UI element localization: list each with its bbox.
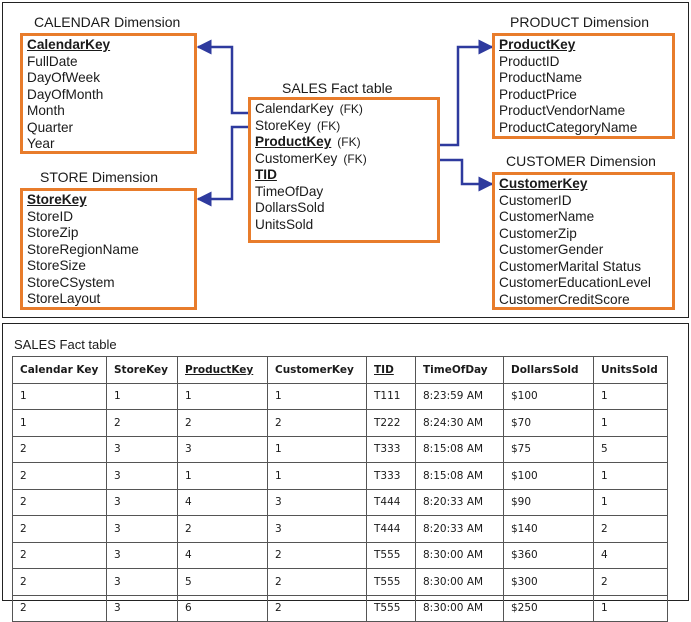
store-key-field: StoreKey (27, 192, 87, 207)
sales-tid-field: TID (255, 167, 277, 182)
table-cell: T444 (367, 489, 416, 516)
sales-fk-field (255, 118, 437, 135)
table-cell: 3 (107, 463, 178, 490)
connector-store (198, 127, 248, 199)
table-header-cell: Calendar Key (13, 357, 107, 384)
field-item: ProductID (499, 53, 560, 69)
field-item: ProductCategoryName (499, 119, 638, 135)
table-cell: 8:20:33 AM (416, 489, 504, 516)
table-cell: 3 (107, 542, 178, 569)
table-cell: 8:15:08 AM (416, 463, 504, 490)
field-item: ProductVendorName (499, 103, 626, 118)
table-cell: 2 (594, 516, 668, 543)
table-cell: 1 (268, 383, 367, 410)
calendar-dimension-box (20, 33, 197, 154)
fk-field-name: StoreKey (255, 117, 311, 133)
customer-dimension-box (492, 172, 675, 310)
sales-fk-field (255, 134, 437, 151)
fk-tag: (FK) (316, 118, 341, 133)
fk-tag: (FK) (339, 102, 363, 116)
field-item: ProductName (499, 70, 583, 85)
field-item: StoreLayout (27, 291, 101, 306)
fk-field-name: ProductKey (255, 134, 332, 149)
field-item: DollarsSold (255, 200, 325, 215)
field-item: FullDate (27, 53, 78, 69)
table-cell: 8:20:33 AM (416, 516, 504, 543)
table-cell: T555 (367, 595, 416, 622)
store-dimension-title: STORE Dimension (40, 169, 159, 185)
table-cell: 2 (178, 516, 268, 543)
table-cell: T333 (367, 436, 416, 463)
table-cell: $100 (504, 463, 594, 490)
table-header-cell: CustomerKey (268, 357, 367, 384)
product-dimension-title: PRODUCT Dimension (510, 14, 649, 30)
customer-key-field: CustomerKey (499, 176, 588, 191)
table-cell: 2 (13, 595, 107, 622)
table-cell: 2 (13, 569, 107, 596)
table-row (13, 595, 668, 622)
customer-dimension-title: CUSTOMER Dimension (506, 153, 656, 169)
sales-fact-box (248, 97, 440, 243)
field-item: CustomerName (499, 209, 595, 224)
table-cell: T444 (367, 516, 416, 543)
field-item: CustomerZip (499, 225, 577, 241)
fk-field-name: CustomerKey (255, 150, 338, 166)
sales-fact-table (12, 356, 668, 622)
table-cell: 8:15:08 AM (416, 436, 504, 463)
table-cell: 3 (178, 436, 268, 463)
table-cell: 2 (268, 595, 367, 622)
table-row (13, 410, 668, 437)
table-cell: T222 (367, 410, 416, 437)
table-cell: 2 (268, 410, 367, 437)
table-cell: 8:24:30 AM (416, 410, 504, 437)
fk-field-name: CalendarKey (255, 101, 334, 116)
table-header-row (13, 357, 668, 384)
table-cell: 1 (594, 410, 668, 437)
store-dimension-box (20, 188, 197, 310)
table-header-cell: UnitsSold (594, 357, 668, 384)
table-row (13, 569, 668, 596)
table-cell: 1 (13, 383, 107, 410)
table-cell: 2 (107, 410, 178, 437)
table-cell: 2 (594, 569, 668, 596)
field-item: CustomerMarital Status (499, 258, 642, 274)
field-item: StoreID (27, 208, 74, 224)
table-cell: 3 (268, 516, 367, 543)
table-cell: 4 (178, 542, 268, 569)
table-cell: 3 (107, 595, 178, 622)
table-cell: 6 (178, 595, 268, 622)
table-cell: 3 (268, 489, 367, 516)
table-cell: $360 (504, 542, 594, 569)
field-item: CustomerCreditScore (499, 291, 630, 307)
table-cell: 2 (268, 542, 367, 569)
product-key-field: ProductKey (499, 37, 576, 52)
table-cell: $100 (504, 383, 594, 410)
table-cell: $90 (504, 489, 594, 516)
sales-fk-field (255, 151, 437, 168)
table-header-cell: StoreKey (107, 357, 178, 384)
field-item: CustomerGender (499, 242, 604, 257)
table-cell: 2 (268, 569, 367, 596)
table-cell: $70 (504, 410, 594, 437)
field-item: CustomerID (499, 192, 572, 208)
field-item: UnitsSold (255, 216, 314, 232)
table-cell: 1 (594, 383, 668, 410)
connector-product (440, 47, 492, 145)
table-row (13, 436, 668, 463)
product-dimension-box (492, 33, 675, 139)
fk-tag: (FK) (343, 151, 367, 166)
table-cell: 2 (178, 410, 268, 437)
field-item: Quarter (27, 119, 74, 135)
table-cell: 5 (178, 569, 268, 596)
table-cell: $140 (504, 516, 594, 543)
field-item: Year (27, 136, 55, 151)
connector-customer (440, 160, 492, 184)
table-cell: T333 (367, 463, 416, 490)
connector-calendar (198, 47, 248, 113)
table-cell: 3 (107, 489, 178, 516)
table-cell: 2 (13, 489, 107, 516)
table-cell: 8:30:00 AM (416, 542, 504, 569)
table-cell: 2 (13, 436, 107, 463)
table-header-cell: TimeOfDay (416, 357, 504, 384)
table-cell: 8:30:00 AM (416, 569, 504, 596)
table-cell: 8:23:59 AM (416, 383, 504, 410)
table-cell: 1 (594, 489, 668, 516)
table-cell: $250 (504, 595, 594, 622)
table-cell: $75 (504, 436, 594, 463)
table-cell: T111 (367, 383, 416, 410)
field-item: DayOfMonth (27, 86, 104, 102)
table-cell: T555 (367, 542, 416, 569)
field-item: StoreCSystem (27, 274, 115, 290)
table-row (13, 463, 668, 490)
table-cell: 1 (178, 383, 268, 410)
field-item: StoreZip (27, 225, 79, 240)
table-cell: 2 (13, 516, 107, 543)
table-cell: 2 (13, 463, 107, 490)
field-item: CustomerEducationLevel (499, 275, 651, 290)
sales-table-caption: SALES Fact table (14, 337, 117, 352)
table-cell: 1 (178, 463, 268, 490)
table-header-cell: DollarsSold (504, 357, 594, 384)
table-cell: 4 (178, 489, 268, 516)
table-cell: 1 (13, 410, 107, 437)
table-cell: 1 (268, 463, 367, 490)
table-row (13, 383, 668, 410)
table-cell: 4 (594, 542, 668, 569)
field-item: DayOfWeek (27, 70, 101, 85)
table-row (13, 516, 668, 543)
sales-fact-title: SALES Fact table (282, 80, 393, 96)
table-header-cell: ProductKey (178, 357, 268, 384)
table-cell: 1 (594, 463, 668, 490)
table-cell: 5 (594, 436, 668, 463)
sales-fk-field (255, 101, 437, 118)
fk-tag: (FK) (337, 135, 361, 149)
field-item: ProductPrice (499, 86, 577, 102)
table-cell: 2 (13, 542, 107, 569)
table-cell: T555 (367, 569, 416, 596)
table-row (13, 489, 668, 516)
field-item: TimeOfDay (255, 183, 324, 199)
field-item: Month (27, 103, 65, 118)
table-cell: 1 (107, 383, 178, 410)
calendar-dimension-title: CALENDAR Dimension (34, 14, 181, 30)
calendar-key-field: CalendarKey (27, 37, 111, 52)
table-cell: 8:30:00 AM (416, 595, 504, 622)
table-cell: 1 (594, 595, 668, 622)
table-cell: 3 (107, 569, 178, 596)
table-header-cell: TID (367, 357, 416, 384)
table-cell: $300 (504, 569, 594, 596)
table-cell: 3 (107, 436, 178, 463)
field-item: StoreSize (27, 258, 86, 273)
table-cell: 3 (107, 516, 178, 543)
field-item: StoreRegionName (27, 241, 139, 257)
table-cell: 1 (268, 436, 367, 463)
table-row (13, 542, 668, 569)
